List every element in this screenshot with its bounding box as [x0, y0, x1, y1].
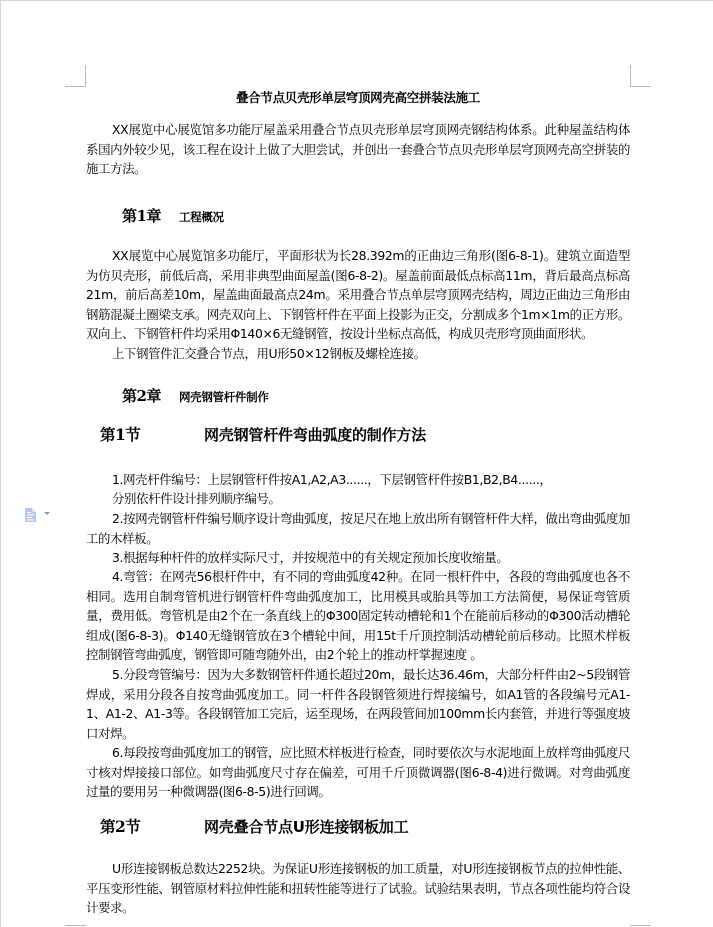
- chapter-2-heading: [122, 385, 269, 406]
- corner-mark-top-right-h: [630, 86, 651, 87]
- list-item-1: 1.网壳杆件编号：上层钢管杆件按A1,A2,A3......，下层钢管杆件按B1,B2,B4......，: [112, 472, 552, 487]
- page-left-edge: [0, 0, 1, 927]
- corner-mark-top-right-v: [630, 65, 631, 87]
- document-title: 叠合节点贝壳形单层穹顶网壳高空拼装法施工: [235, 90, 480, 105]
- list-item-3: 3.根据每种杆件的放样实际尺寸，并按规范中的有关规定预加长度收缩量。: [112, 550, 509, 565]
- section-1-heading: [100, 423, 426, 445]
- intro-paragraph: XX展览中心展览馆多功能厅屋盖采用叠合节点贝壳形单层穹顶网壳钢结构体系。此种屋盖结构体系国内外较少见，该工程在设计上做了大胆尝试，并创出一套叠合节点贝壳形单层穹顶网壳高空拼装的施工方法。: [86, 122, 630, 177]
- corner-mark-top-left-h: [65, 86, 86, 87]
- list-item-4: 4.弯管：在网壳56根杆件中，有不同的弯曲弧度42种。在同一根杆件中，各段的弯曲弧度也各不相同。选用自制弯管机进行钢管杆件弯曲弧度加工，比用模具或胎具等加工方法简便，易保证弯管质量，费用低。弯管机是由2个在一条直线上的Φ300固定转动槽轮和1个在能前后移动的Φ300活动槽轮组成(图6-8-3)。Φ140无缝钢管放在3个槽轮中间，用15t千斤顶控制活动槽轮前后移动。比照术样板控制钢管弯曲弧度，钢管即可随弯随外出，由2个轮上的推动杆掌握速度 。: [86, 569, 630, 663]
- chapter-number: 第1章: [122, 207, 161, 225]
- section-title: 网壳叠合节点U形连接钢板加工: [204, 818, 409, 836]
- list-item-5: 5.分段弯管编号：因为大多数钢管杆件通长超过20m，最长达36.46m，大部分杆件由2~5段钢管焊成，采用分段各自按弯曲弧度加工。同一杆件各段钢管须进行焊接编号，如A1管的各段编号元A1-1、A1-2、A1-3等。各段钢管加工完后，运至现场，在两段管间加100mm长内套管，并进行等强度坡口对焊。: [86, 667, 630, 741]
- chapter-1-paragraph-2: 上下钢管件汇交叠合节点，用U形50×12钢板及螺栓连接。: [112, 346, 426, 361]
- chapter-title: 网壳钢管杆件制作: [178, 390, 269, 404]
- chevron-down-icon[interactable]: [44, 512, 50, 515]
- section-title: 网壳钢管杆件弯曲弧度的制作方法: [204, 426, 427, 444]
- chapter-1-heading: [122, 205, 224, 226]
- list-item-6: 6.每段按弯曲弧度加工的钢管，应比照术样板进行检查，同时要依次与水泥地面上放样弯曲弧度尺寸核对焊接接口部位。如弯曲弧度尺寸存在偏差，可用千斤顶微调器(图6-8-4)进行微调。对弯曲弧度过量的要用另一种微调器(图6-8-5)进行回调。: [86, 745, 630, 800]
- corner-mark-bottom-left-h: [65, 925, 86, 926]
- list-item-2: 2.按网壳钢管杆件编号顺序设计弯曲弧度，按足尺在地上放出所有钢管杆件大样，做出弯曲弧度加工的木样板。: [86, 511, 630, 546]
- list-item-1-continued: 分别依杆件设计排列顺序编号。: [112, 491, 281, 506]
- chapter-1-paragraph-1: XX展览中心展览馆多功能厅，平面形状为长28.392m的正曲边三角形(图6-8-1)。建筑立面造型为仿贝壳形，前低后高，采用非典型曲面屋盖(图6-8-2)。屋盖前面最低点标高11m，背后最高点标高21m，前后高差10m，屋盖曲面最高点24m。采用叠合节点单层穹顶网壳结构，周边正曲边三角形由钢筋混凝土圈梁支承。网壳双向上、下钢管杆件在平面上投影为正交，分割成多个1m×1m的正方形。双向上、下钢管杆件均采用Φ140×6无缝钢管，按设计坐标点高低，构成贝壳形穹顶曲面形状。: [86, 248, 630, 342]
- page-top-edge: [0, 0, 713, 1]
- chapter-title: 工程概况: [178, 210, 224, 224]
- section-2-heading: [100, 815, 408, 837]
- section-2-paragraph: U形连接钢板总数达2252块。为保证U形连接钢板的加工质量，对U形连接钢板节点的拉伸性能、平压变形性能、钢管原材料拉伸性能和扭转性能等进行了试验。试验结果表明，节点各项性能均符合设计要求。: [86, 861, 630, 916]
- corner-mark-bottom-right-h: [630, 925, 651, 926]
- paragraph-layout-icon[interactable]: [25, 507, 36, 521]
- chapter-number: 第2章: [122, 387, 161, 405]
- corner-mark-top-left-v: [85, 65, 86, 87]
- section-number: 第1节: [100, 425, 141, 444]
- section-number: 第2节: [100, 817, 141, 836]
